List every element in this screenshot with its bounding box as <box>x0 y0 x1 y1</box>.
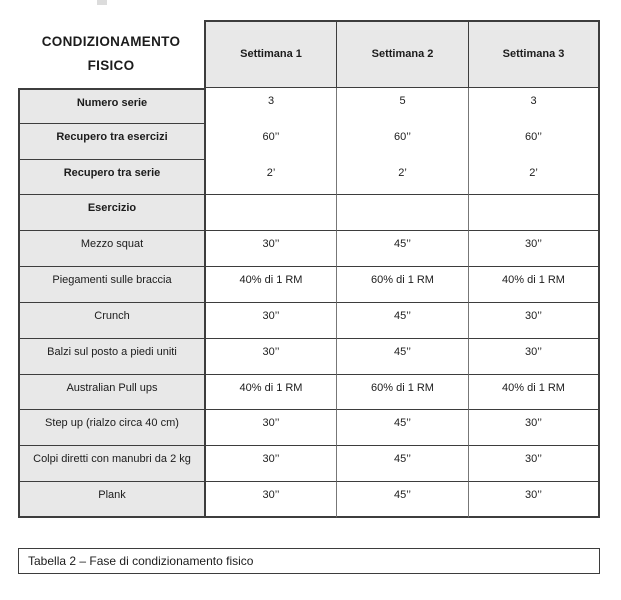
cell-australian-pullups-w2: 60% di 1 RM <box>336 375 468 411</box>
row-label-colpi-diretti: Colpi diretti con manubri da 2 kg <box>18 446 204 482</box>
cell-piegamenti-w1: 40% di 1 RM <box>204 267 336 303</box>
week-header-2: Settimana 2 <box>336 20 468 88</box>
cell-mezzo-squat-w3: 30’’ <box>468 231 600 267</box>
conditioning-table <box>18 20 600 518</box>
row-label-crunch: Crunch <box>18 303 204 339</box>
row-label-esercizio: Esercizio <box>18 195 204 231</box>
table-title-line1: CONDIZIONAMENTO <box>41 34 181 49</box>
row-label-recupero-serie: Recupero tra serie <box>18 160 204 196</box>
cell-colpi-diretti-w2: 45’’ <box>336 446 468 482</box>
cell-numero-serie-w2: 5 <box>336 88 468 124</box>
cell-mezzo-squat-w2: 45’’ <box>336 231 468 267</box>
cell-recupero-serie-w1: 2’ <box>204 160 336 196</box>
cell-esercizio-w2 <box>336 195 468 231</box>
table-title-line2: FISICO <box>87 58 135 73</box>
row-label-piegamenti: Piegamenti sulle braccia <box>18 267 204 303</box>
table-caption-box <box>18 548 600 574</box>
cell-esercizio-w3 <box>468 195 600 231</box>
row-label-step-up: Step up (rialzo circa 40 cm) <box>18 410 204 446</box>
cell-colpi-diretti-w3: 30’’ <box>468 446 600 482</box>
row-label-numero-serie: Numero serie <box>18 88 204 124</box>
cell-australian-pullups-w3: 40% di 1 RM <box>468 375 600 411</box>
cell-step-up-w3: 30’’ <box>468 410 600 446</box>
cell-australian-pullups-w1: 40% di 1 RM <box>204 375 336 411</box>
row-label-recupero-esercizi: Recupero tra esercizi <box>18 124 204 160</box>
table-title-cell <box>18 20 204 88</box>
cell-numero-serie-w1: 3 <box>204 88 336 124</box>
cell-piegamenti-w3: 40% di 1 RM <box>468 267 600 303</box>
cell-step-up-w2: 45’’ <box>336 410 468 446</box>
cell-balzi-w2: 45’’ <box>336 339 468 375</box>
cell-recupero-esercizi-w2: 60’’ <box>336 124 468 160</box>
cell-colpi-diretti-w1: 30’’ <box>204 446 336 482</box>
cell-plank-w1: 30’’ <box>204 482 336 518</box>
cropped-text-artifact <box>97 0 107 5</box>
table-caption-text: Tabella 2 – Fase di condizionamento fisico <box>28 554 254 568</box>
cell-crunch-w2: 45’’ <box>336 303 468 339</box>
cell-plank-w3: 30’’ <box>468 482 600 518</box>
week-header-1: Settimana 1 <box>204 20 336 88</box>
row-label-australian-pullups: Australian Pull ups <box>18 375 204 411</box>
cell-crunch-w3: 30’’ <box>468 303 600 339</box>
cell-mezzo-squat-w1: 30’’ <box>204 231 336 267</box>
week-header-3: Settimana 3 <box>468 20 600 88</box>
cell-numero-serie-w3: 3 <box>468 88 600 124</box>
cell-piegamenti-w2: 60% di 1 RM <box>336 267 468 303</box>
row-label-mezzo-squat: Mezzo squat <box>18 231 204 267</box>
cell-crunch-w1: 30’’ <box>204 303 336 339</box>
cell-recupero-serie-w3: 2’ <box>468 160 600 196</box>
cell-recupero-esercizi-w3: 60’’ <box>468 124 600 160</box>
cell-plank-w2: 45’’ <box>336 482 468 518</box>
row-label-balzi: Balzi sul posto a piedi uniti <box>18 339 204 375</box>
row-label-plank: Plank <box>18 482 204 518</box>
cell-balzi-w1: 30’’ <box>204 339 336 375</box>
cell-recupero-esercizi-w1: 60’’ <box>204 124 336 160</box>
cell-balzi-w3: 30’’ <box>468 339 600 375</box>
cell-esercizio-w1 <box>204 195 336 231</box>
cell-step-up-w1: 30’’ <box>204 410 336 446</box>
cell-recupero-serie-w2: 2’ <box>336 160 468 196</box>
